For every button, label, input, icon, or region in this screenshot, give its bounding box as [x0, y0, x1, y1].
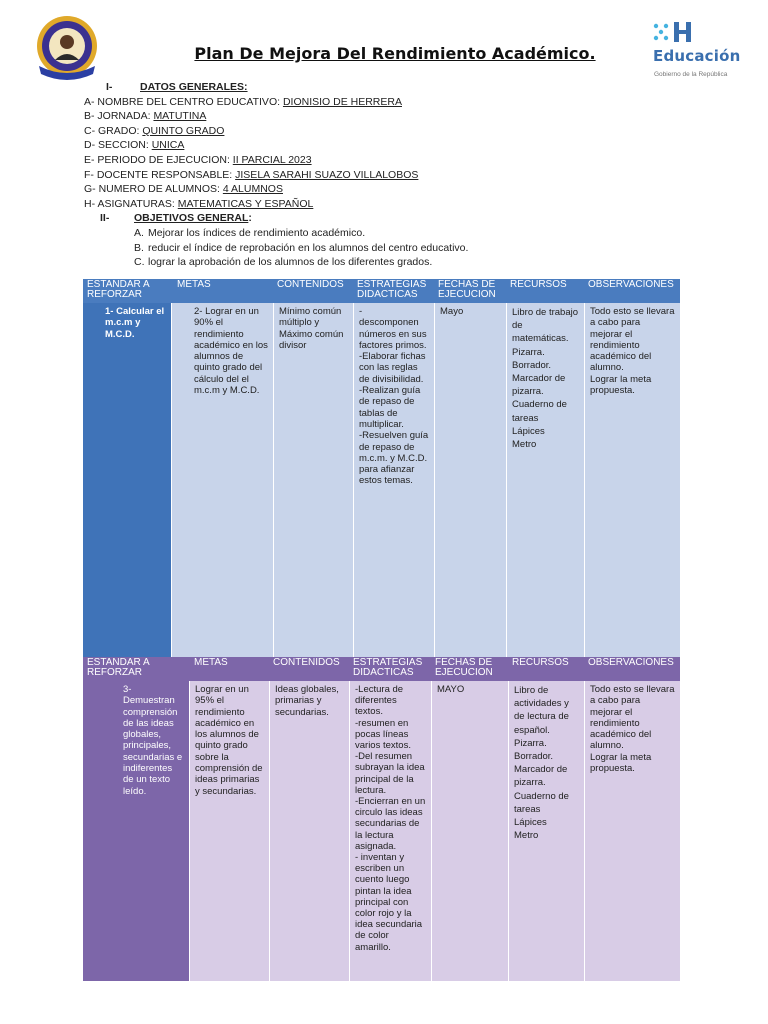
header-strategies: ESTRATEGIAS DIDACTICAS — [353, 657, 423, 678]
table-header — [83, 279, 680, 303]
general-data-row: B- JORNADA: MATUTINA — [84, 110, 207, 123]
cell-goal: 2- Lograr en un 90% el rendimiento académico en los alumnos de quinto grado del cálculo del el m.c.m y M.C.D. — [171, 303, 273, 827]
cell-standard: 3- Demuestran comprensión de las ideas globales, principales, secundarias e indiferentes de un texto leído. — [83, 681, 189, 981]
objective-item: A. Mejorar los índices de rendimiento académico. — [134, 226, 366, 239]
header-standard: ESTANDAR A REFORZAR — [87, 657, 150, 678]
general-data-row: H- ASIGNATURAS: MATEMATICAS Y ESPAÑOL — [84, 197, 314, 210]
general-data-row: D- SECCION: UNICA — [84, 139, 185, 152]
header-dates: FECHAS DE EJECUCION — [435, 657, 493, 678]
cell-observations: Todo esto se llevara a cabo para mejorar el rendimiento académico del alumno. Lograr la meta propuesta. — [584, 681, 680, 981]
header-standard: ESTANDAR A REFORZAR — [87, 279, 150, 300]
honduras-stars-icon — [650, 20, 710, 46]
educacion-logo — [650, 20, 750, 80]
header-strategies: ESTRATEGIAS DIDACTICAS — [357, 279, 427, 300]
objective-item: C. lograr la aprobación de los alumnos de los diferentes grados. — [134, 256, 433, 269]
general-data-row: G- NUMERO DE ALUMNOS: 4 ALUMNOS — [84, 183, 283, 196]
cell-resources: Libro de actividades y de lectura de español. Pizarra. Borrador. Marcador de pizarra. Cuaderno de tareas Lápices Metro — [508, 681, 584, 981]
general-data-row: A- NOMBRE DEL CENTRO EDUCATIVO: DIONISIO DE HERRERA — [84, 95, 402, 108]
header-dates: FECHAS DE EJECUCION — [438, 279, 496, 300]
header-resources: RECURSOS — [512, 657, 569, 668]
cell-standard: 1- Calcular el m.c.m y M.C.D. — [83, 303, 171, 827]
header-observations: OBSERVACIONES — [588, 279, 674, 290]
school-seal-logo — [33, 14, 101, 82]
header-goals: METAS — [177, 279, 211, 290]
table-header — [83, 657, 680, 681]
cell-goal: Lograr en un 95% el rendimiento académico en los alumnos de quinto grado sobre la comprensión de ideas primarias y secundarias. — [189, 681, 269, 981]
header-resources: RECURSOS — [510, 279, 567, 290]
general-data-row: E- PERIODO DE EJECUCION: II PARCIAL 2023 — [84, 153, 312, 166]
cell-date: MAYO — [431, 681, 508, 981]
logo-text: Educación — [653, 47, 741, 65]
cell-resources: Libro de trabajo de matemáticas. Pizarra. Borrador. Marcador de pizarra. Cuaderno de tareas Lápices Metro — [506, 303, 584, 827]
header-observations: OBSERVACIONES — [588, 657, 674, 668]
cell-strategies: -Lectura de diferentes textos. -resumen en pocas líneas varios textos. -Del resumen subrayan la idea principal de la lectura. -Encierran en un circulo las ideas secundarias de la lectura asignada. - inventan y escriben un cuento luego pintan la idea principal con color rojo y la idea secundaria de color amarillo. — [349, 681, 431, 981]
page-title: Plan De Mejora Del Rendimiento Académico. — [194, 44, 596, 63]
general-data-row: F- DOCENTE RESPONSABLE: JISELA SARAHI SUAZO VILLALOBOS — [84, 168, 419, 181]
cell-observations: Todo esto se llevara a cabo para mejorar el rendimiento académico del alumno. Lograr la meta propuesta. — [584, 303, 680, 827]
cell-date: Mayo — [434, 303, 506, 827]
general-data-row: C- GRADO: QUINTO GRADO — [84, 124, 225, 137]
header-contents: CONTENIDOS — [277, 279, 344, 290]
general-data-section — [84, 80, 469, 270]
logo-subtitle: Gobierno de la República — [654, 71, 728, 78]
cell-contents: Ideas globales, primarias y secundarias. — [269, 681, 349, 981]
general-data-heading: I- DATOS GENERALES: — [106, 81, 248, 93]
header-goals: METAS — [194, 657, 228, 668]
cell-contents: Mínimo común múltiplo y Máximo común divisor — [273, 303, 353, 827]
objective-item: B. reducir el índice de reprobación en los alumnos del centro educativo. — [134, 241, 469, 254]
cell-strategies: - descomponen números en sus factores primos. -Elaborar fichas con las reglas de divisibilidad. -Realizan guía de repaso de tablas de multiplicar. -Resuelven guía de repaso de m.c.m. y M.C.D. para afianzar estos temas. — [353, 303, 434, 827]
objectives-heading: II- OBJETIVOS GENERAL: — [100, 212, 252, 225]
header-contents: CONTENIDOS — [273, 657, 340, 668]
